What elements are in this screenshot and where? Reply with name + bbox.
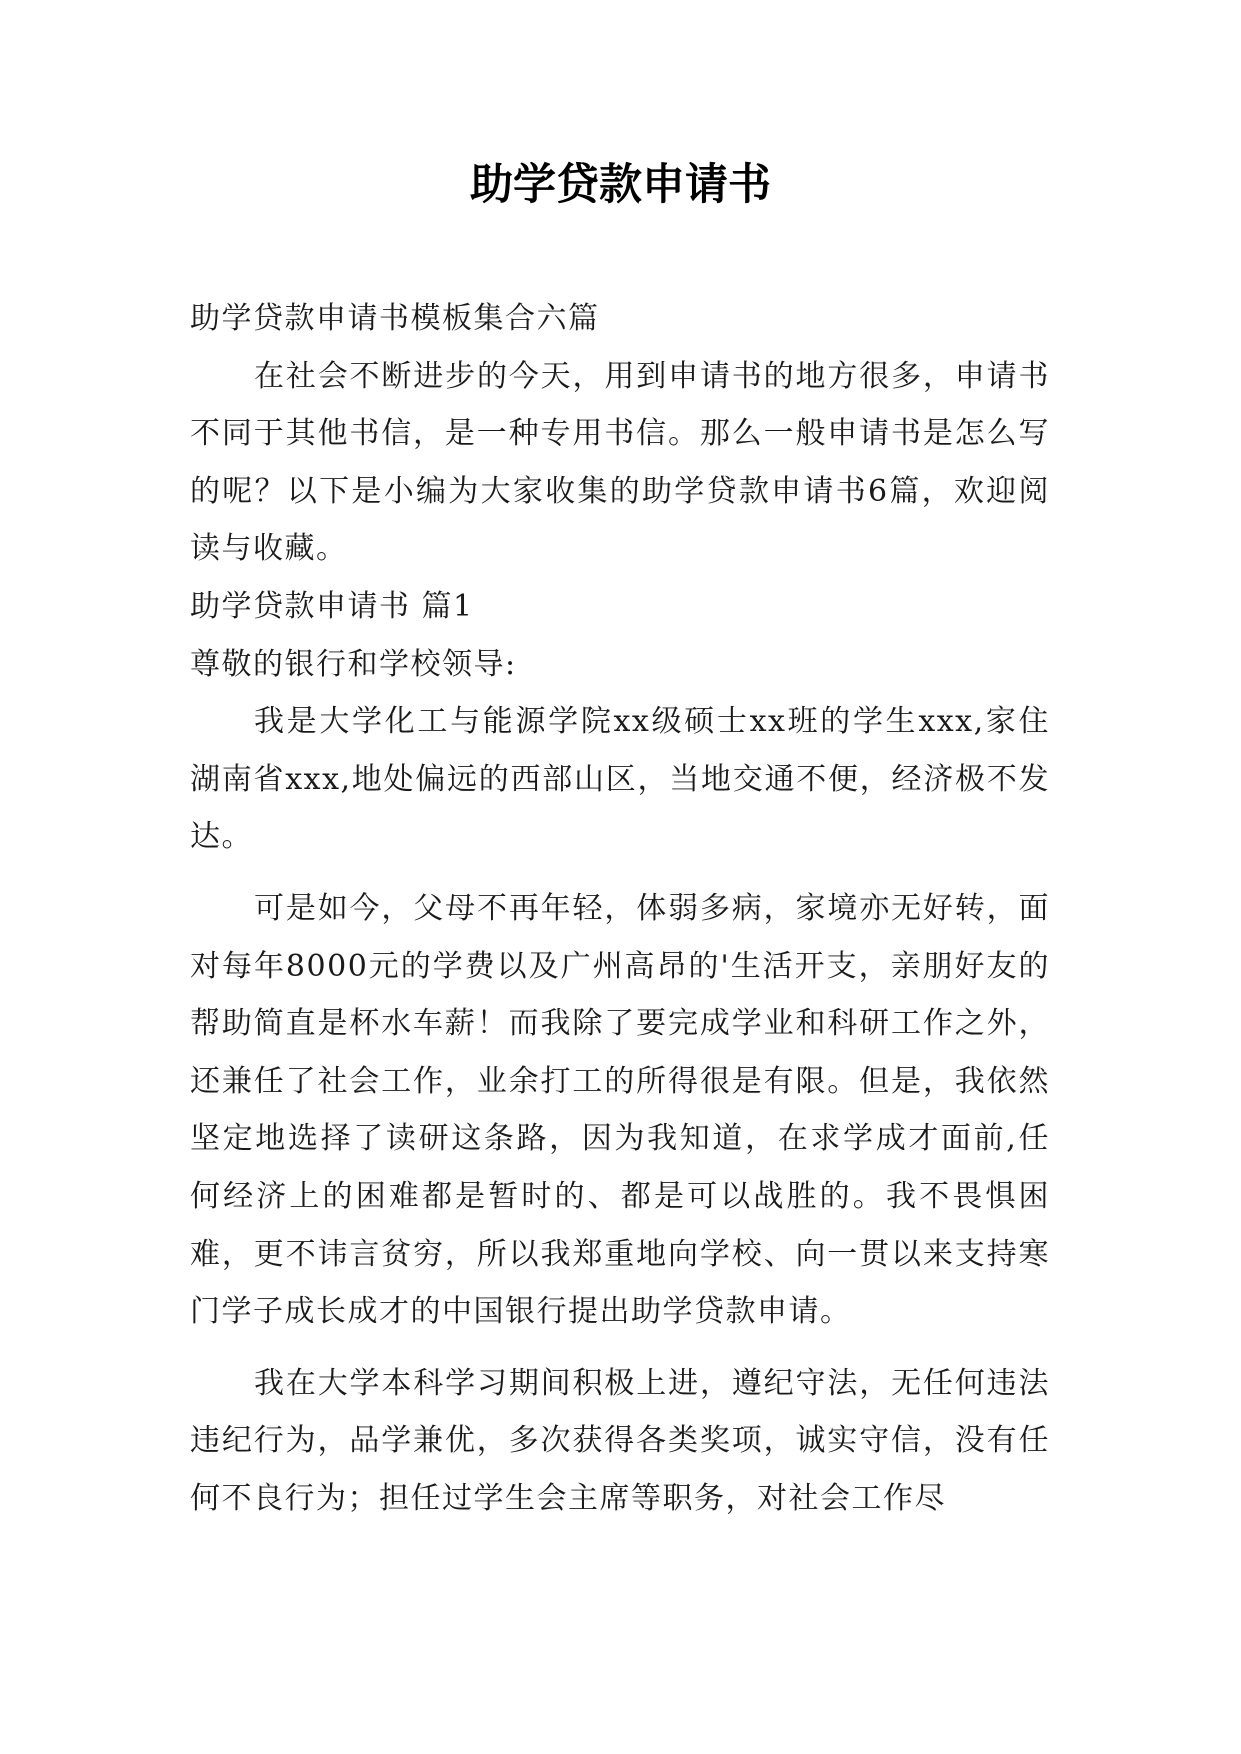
body-paragraph: 我是大学化工与能源学院xx级硕士xx班的学生xxx,家住湖南省xxx,地处偏远的西部山区，当地交通不便，经济极不发达。 xyxy=(190,704,1050,855)
section-heading: 助学贷款申请书 篇1 xyxy=(190,588,474,624)
intro-paragraph: 在社会不断进步的今天，用到申请书的地方很多，申请书不同于其他书信，是一种专用书信。那么一般申请书是怎么写的呢？以下是小编为大家收集的助学贷款申请书6篇，欢迎阅读与收藏。 xyxy=(190,358,1050,567)
document-body xyxy=(190,290,1050,1527)
document-title: 助学贷款申请书 xyxy=(470,160,771,210)
body-paragraph: 可是如今，父母不再年轻，体弱多病，家境亦无好转，面对每年8000元的学费以及广州高昂的'生活开支，亲朋好友的帮助简直是杯水车薪！而我除了要完成学业和科研工作之外，还兼任了社会工作，业余打工的所得很是有限。但是，我依然坚定地选择了读研这条路，因为我知道，在求学成才面前,任何经济上的困难都是暂时的、都是可以战胜的。我不畏惧困难，更不讳言贫穷，所以我郑重地向学校、向一贯以来支持寒门学子成长成才的中国银行提出助学贷款申请。 xyxy=(190,890,1050,1330)
salutation: 尊敬的银行和学校领导: xyxy=(190,646,517,682)
body-paragraph: 我在大学本科学习期间积极上进，遵纪守法，无任何违法违纪行为，品学兼优，多次获得各类奖项，诚实守信，没有任何不良行为；担任过学生会主席等职务，对社会工作尽 xyxy=(190,1365,1050,1516)
subtitle-line: 助学贷款申请书模板集合六篇 xyxy=(190,301,600,336)
